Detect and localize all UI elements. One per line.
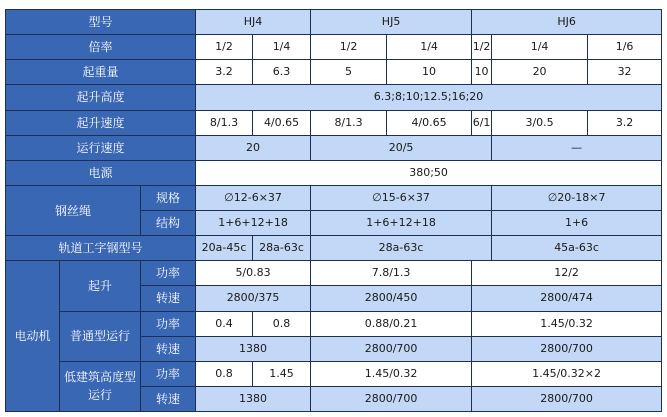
- low-power-label: 功率: [141, 361, 196, 386]
- normal-power-label: 功率: [141, 311, 196, 336]
- travel-speed-hj5: 20/5: [311, 135, 492, 160]
- lift-motor-label: 起升: [60, 261, 141, 311]
- capacity-hj6-3: 32: [588, 60, 662, 85]
- lift-power-hj5: 7.8/1.3: [311, 261, 472, 286]
- track-beam-hj4-2: 28a-63c: [253, 236, 311, 261]
- track-beam-hj6: 45a-63c: [492, 236, 662, 261]
- lift-power-hj6-a: 12/2: [472, 261, 662, 286]
- lift-speed-hj6-1: 6/1: [472, 110, 492, 135]
- capacity-hj5-2: 10: [387, 60, 472, 85]
- row-track-beam: [6, 236, 662, 261]
- ratio-hj5-1: 1/2: [311, 35, 387, 60]
- model-hj5: HJ5: [311, 10, 472, 35]
- lift-speed-hj6-2: 3/0.5: [492, 110, 588, 135]
- row-travel-speed: [6, 135, 662, 160]
- normal-rpm-hj6-a: 2800/700: [472, 336, 662, 361]
- row-normal-motor-power: [6, 311, 662, 336]
- rope-spec-hj4: ∅12-6×37: [196, 185, 311, 210]
- ratio-hj5-2: 1/4: [387, 35, 472, 60]
- low-power-hj4-2: 1.45: [253, 361, 311, 386]
- row-model: [6, 10, 662, 35]
- rope-structure-hj4: 1+6+12+18: [196, 211, 311, 236]
- track-beam-hj4-1: 20a-45c: [196, 236, 253, 261]
- row-ratio: [6, 35, 662, 60]
- capacity-hj6-1: 10: [472, 60, 492, 85]
- ratio-hj4-2: 1/4: [253, 35, 311, 60]
- normal-speed-label: 转速: [141, 336, 196, 361]
- low-rpm-hj5: 2800/700: [311, 386, 472, 411]
- ratio-hj6-1: 1/2: [472, 35, 492, 60]
- model-hj4: HJ4: [196, 10, 311, 35]
- rope-structure-hj6: 1+6: [492, 211, 662, 236]
- lift-speed-hj4-2: 4/0.65: [253, 110, 311, 135]
- rope-spec-hj5: ∅15-6×37: [311, 185, 492, 210]
- lift-speed-label: 起升速度: [6, 110, 196, 135]
- wire-rope-label: 钢丝绳: [6, 185, 141, 235]
- lift-power-hj4: 5/0.83: [196, 261, 311, 286]
- ratio-label: 倍率: [6, 35, 196, 60]
- ratio-hj4-1: 1/2: [196, 35, 253, 60]
- lift-rpm-hj5: 2800/450: [311, 286, 472, 311]
- low-power-hj6-a: 1.45/0.32×2: [472, 361, 662, 386]
- ratio-hj6-2: 1/4: [492, 35, 588, 60]
- lift-rpm-hj6-a: 2800/474: [472, 286, 662, 311]
- track-beam-hj5: 28a-63c: [311, 236, 492, 261]
- travel-speed-hj6: —: [492, 135, 662, 160]
- lift-speed-hj6-3: 3.2: [588, 110, 662, 135]
- normal-power-hj4-2: 0.8: [253, 311, 311, 336]
- normal-power-hj5: 0.88/0.21: [311, 311, 472, 336]
- row-low-motor-power: [6, 361, 662, 386]
- row-capacity: [6, 60, 662, 85]
- rope-structure-label: 结构: [141, 211, 196, 236]
- normal-travel-label: 普通型运行: [60, 311, 141, 361]
- capacity-hj4-2: 6.3: [253, 60, 311, 85]
- travel-speed-label: 运行速度: [6, 135, 196, 160]
- rope-spec-label: 规格: [141, 185, 196, 210]
- normal-power-hj4-1: 0.4: [196, 311, 253, 336]
- low-rpm-hj6-a: 2800/700: [472, 386, 662, 411]
- capacity-hj5-1: 5: [311, 60, 387, 85]
- power-supply-label: 电源: [6, 160, 196, 185]
- normal-power-hj6-a: 1.45/0.32: [472, 311, 662, 336]
- hoist-spec-table: [5, 9, 662, 412]
- capacity-label: 起重量: [6, 60, 196, 85]
- row-rope-spec: [6, 185, 662, 210]
- lift-speed-hj5-1: 8/1.3: [311, 110, 387, 135]
- row-lift-height: [6, 85, 662, 110]
- lift-speed-rpm-label: 转速: [141, 286, 196, 311]
- track-beam-label: 轨道工字钢型号: [6, 236, 196, 261]
- capacity-hj6-2: 20: [492, 60, 588, 85]
- low-travel-label: 低建筑高度型运行: [60, 361, 141, 411]
- lift-rpm-hj4: 2800/375: [196, 286, 311, 311]
- lift-speed-hj5-2: 4/0.65: [387, 110, 472, 135]
- lift-height-label: 起升高度: [6, 85, 196, 110]
- row-lift-speed: [6, 110, 662, 135]
- ratio-hj6-3: 1/6: [588, 35, 662, 60]
- low-power-hj4-1: 0.8: [196, 361, 253, 386]
- row-lift-motor-power: [6, 261, 662, 286]
- low-power-hj5: 1.45/0.32: [311, 361, 472, 386]
- rope-structure-hj5: 1+6+12+18: [311, 211, 492, 236]
- capacity-hj4-1: 3.2: [196, 60, 253, 85]
- lift-power-label: 功率: [141, 261, 196, 286]
- motor-label: 电动机: [6, 261, 60, 412]
- rope-spec-hj6: ∅20-18×7: [492, 185, 662, 210]
- power-supply-value: 380;50: [196, 160, 662, 185]
- lift-height-value: 6.3;8;10;12.5;16;20: [196, 85, 662, 110]
- model-label: 型号: [6, 10, 196, 35]
- low-rpm-hj4: 1380: [196, 386, 311, 411]
- normal-rpm-hj5: 2800/700: [311, 336, 472, 361]
- row-power-supply: [6, 160, 662, 185]
- model-hj6: HJ6: [472, 10, 662, 35]
- low-speed-label: 转速: [141, 386, 196, 411]
- lift-speed-hj4-1: 8/1.3: [196, 110, 253, 135]
- normal-rpm-hj4: 1380: [196, 336, 311, 361]
- travel-speed-hj4: 20: [196, 135, 311, 160]
